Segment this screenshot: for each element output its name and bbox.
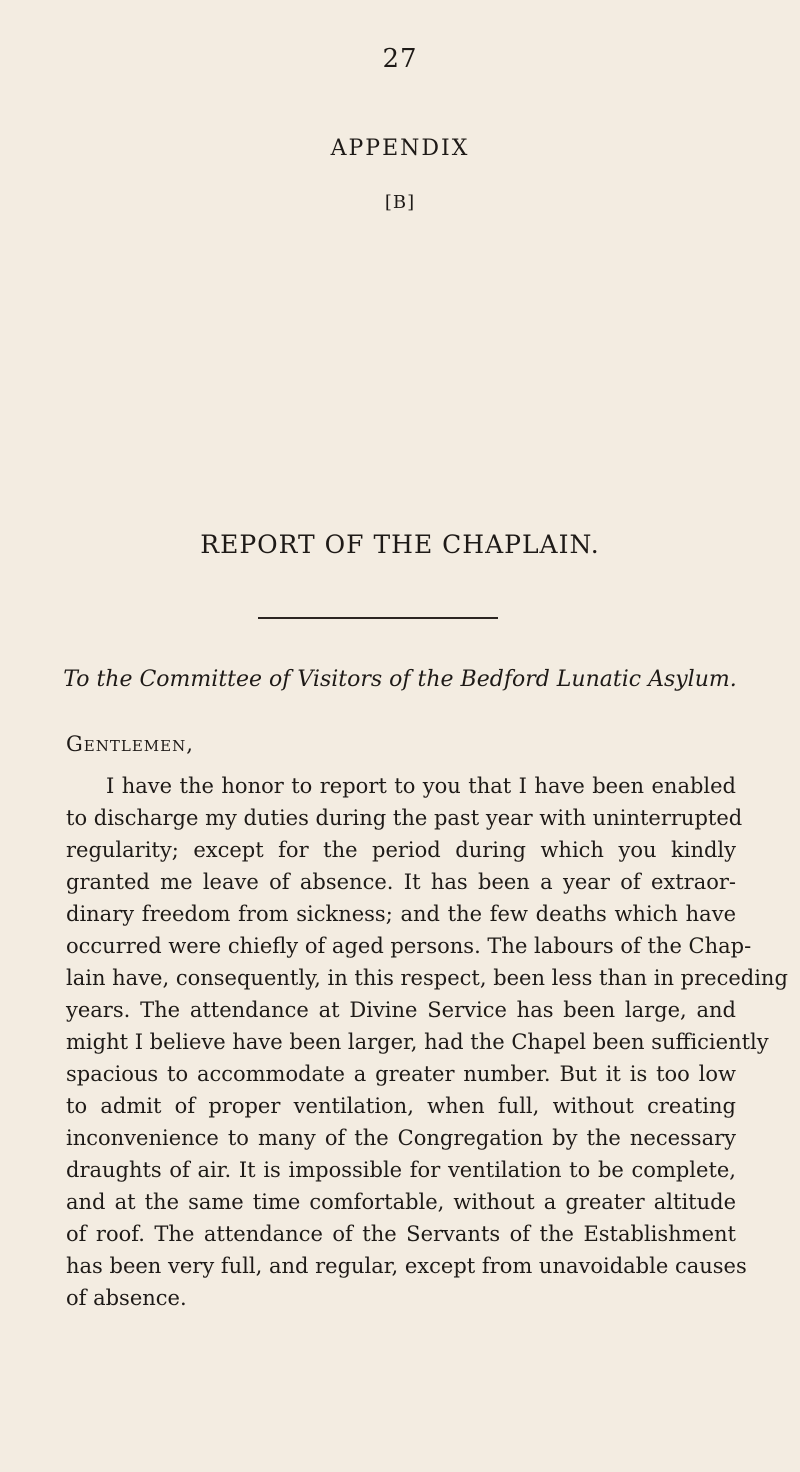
body-line: I have the honor to report to you that I have been enabled <box>106 774 736 798</box>
body-line: granted me leave of absence. It has been a year of extraor- <box>66 870 736 894</box>
report-title: REPORT OF THE CHAPLAIN. <box>200 530 600 559</box>
body-line: years. The attendance at Divine Service has been large, and <box>66 998 736 1022</box>
body-line: might I believe have been larger, had the Chapel been sufficiently <box>66 1030 769 1054</box>
appendix-heading: APPENDIX <box>330 136 470 161</box>
body-line: lain have, consequently, in this respect, been less than in preceding <box>66 966 788 990</box>
body-line: of roof. The attendance of the Servants of the Establishment <box>66 1222 736 1246</box>
body-paragraph <box>66 770 788 1314</box>
body-line: has been very full, and regular, except from unavoidable causes <box>66 1254 747 1278</box>
page-number: 27 <box>382 44 418 74</box>
body-line: regularity; except for the period during which you kindly <box>66 838 736 862</box>
body-line: draughts of air. It is impossible for ventilation to be complete, <box>66 1158 736 1182</box>
body-line: of absence. <box>66 1286 187 1310</box>
body-line: to admit of proper ventilation, when full, without creating <box>66 1094 736 1118</box>
body-line: and at the same time comfortable, without a greater altitude <box>66 1190 736 1214</box>
body-line: occurred were chiefly of aged persons. The labours of the Chap- <box>66 934 752 958</box>
title-rule <box>258 617 498 619</box>
body-line: dinary freedom from sickness; and the few deaths which have <box>66 902 736 926</box>
body-line: to discharge my duties during the past year with uninterrupted <box>66 806 743 830</box>
body-line: inconvenience to many of the Congregation by the necessary <box>66 1126 736 1150</box>
body-line: spacious to accommodate a greater number. But it is too low <box>66 1062 736 1086</box>
salutation: Gentlemen, <box>66 732 194 756</box>
section-mark: [B] <box>384 192 416 213</box>
address-line: To the Committee of Visitors of the Bedford Lunatic Asylum. <box>63 667 737 692</box>
